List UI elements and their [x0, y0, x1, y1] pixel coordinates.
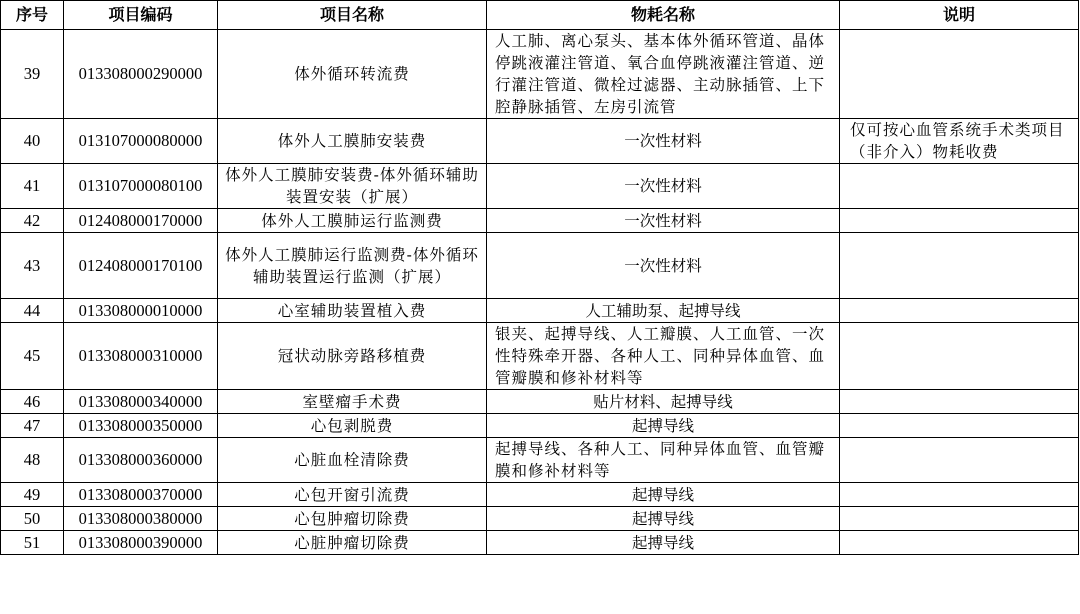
row-code: 013308000380000	[64, 507, 218, 531]
row-code: 013308000390000	[64, 531, 218, 555]
row-name: 心包肿瘤切除费	[218, 507, 487, 531]
table-row	[1, 483, 1079, 507]
row-note	[840, 483, 1079, 507]
row-code: 012408000170000	[64, 209, 218, 233]
table-row	[1, 414, 1079, 438]
row-name: 室壁瘤手术费	[218, 390, 487, 414]
row-code: 013308000350000	[64, 414, 218, 438]
row-note	[840, 323, 1079, 390]
row-name: 心室辅助装置植入费	[218, 299, 487, 323]
row-note	[840, 164, 1079, 209]
row-no: 46	[1, 390, 64, 414]
row-name: 体外人工膜肺运行监测费-体外循环辅助装置运行监测（扩展）	[218, 233, 487, 299]
row-no: 44	[1, 299, 64, 323]
table-row	[1, 209, 1079, 233]
row-materials: 一次性材料	[487, 119, 840, 164]
row-note	[840, 30, 1079, 119]
row-materials: 起搏导线、各种人工、同种异体血管、血管瓣膜和修补材料等	[487, 438, 840, 483]
row-note	[840, 390, 1079, 414]
row-materials: 银夹、起搏导线、人工瓣膜、人工血管、一次性特殊牵开器、各种人工、同种异体血管、血管瓣膜和修补材料等	[487, 323, 840, 390]
row-materials: 起搏导线	[487, 507, 840, 531]
row-note	[840, 531, 1079, 555]
row-name: 心包剥脱费	[218, 414, 487, 438]
row-note	[840, 209, 1079, 233]
row-materials: 一次性材料	[487, 233, 840, 299]
row-note	[840, 507, 1079, 531]
row-code: 013308000370000	[64, 483, 218, 507]
row-no: 45	[1, 323, 64, 390]
row-no: 39	[1, 30, 64, 119]
header-code: 项目编码	[64, 1, 218, 30]
table-row	[1, 323, 1079, 390]
row-name: 体外人工膜肺安装费	[218, 119, 487, 164]
row-no: 47	[1, 414, 64, 438]
row-materials: 一次性材料	[487, 209, 840, 233]
row-materials: 起搏导线	[487, 414, 840, 438]
table-row	[1, 119, 1079, 164]
row-name: 体外人工膜肺运行监测费	[218, 209, 487, 233]
row-code: 013308000360000	[64, 438, 218, 483]
row-code: 013308000310000	[64, 323, 218, 390]
row-no: 43	[1, 233, 64, 299]
row-materials: 一次性材料	[487, 164, 840, 209]
row-materials: 贴片材料、起搏导线	[487, 390, 840, 414]
row-name: 冠状动脉旁路移植费	[218, 323, 487, 390]
row-code: 013308000290000	[64, 30, 218, 119]
row-no: 41	[1, 164, 64, 209]
row-no: 42	[1, 209, 64, 233]
row-name: 心包开窗引流费	[218, 483, 487, 507]
row-note	[840, 233, 1079, 299]
header-row	[1, 1, 1079, 30]
row-note: 仅可按心血管系统手术类项目（非介入）物耗收费	[840, 119, 1079, 164]
table-row	[1, 30, 1079, 119]
header-no: 序号	[1, 1, 64, 30]
row-name: 心脏肿瘤切除费	[218, 531, 487, 555]
row-code: 012408000170100	[64, 233, 218, 299]
table-row	[1, 438, 1079, 483]
row-code: 013107000080000	[64, 119, 218, 164]
row-name: 体外循环转流费	[218, 30, 487, 119]
row-materials: 人工辅助泵、起搏导线	[487, 299, 840, 323]
row-no: 49	[1, 483, 64, 507]
row-note	[840, 299, 1079, 323]
row-code: 013107000080100	[64, 164, 218, 209]
row-name: 体外人工膜肺安装费-体外循环辅助装置安装（扩展）	[218, 164, 487, 209]
row-materials: 人工肺、离心泵头、基本体外循环管道、晶体停跳液灌注管道、氧合血停跳液灌注管道、逆行灌注管道、微栓过滤器、主动脉插管、上下腔静脉插管、左房引流管	[487, 30, 840, 119]
header-materials: 物耗名称	[487, 1, 840, 30]
row-note	[840, 438, 1079, 483]
table-row	[1, 233, 1079, 299]
row-code: 013308000340000	[64, 390, 218, 414]
row-no: 40	[1, 119, 64, 164]
table-row	[1, 507, 1079, 531]
row-materials: 起搏导线	[487, 483, 840, 507]
table-row	[1, 299, 1079, 323]
table-row	[1, 390, 1079, 414]
header-name: 项目名称	[218, 1, 487, 30]
row-code: 013308000010000	[64, 299, 218, 323]
table-row	[1, 164, 1079, 209]
table-row	[1, 531, 1079, 555]
row-no: 51	[1, 531, 64, 555]
row-materials: 起搏导线	[487, 531, 840, 555]
row-note	[840, 414, 1079, 438]
row-no: 50	[1, 507, 64, 531]
header-note: 说明	[840, 1, 1079, 30]
row-no: 48	[1, 438, 64, 483]
row-name: 心脏血栓清除费	[218, 438, 487, 483]
